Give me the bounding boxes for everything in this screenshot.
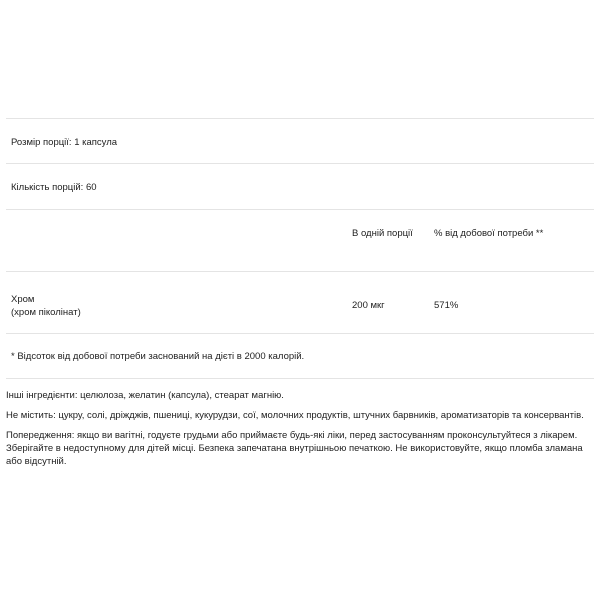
product-notes: [6, 389, 594, 475]
servings-per-container: Кількість порцій: 60: [11, 182, 97, 193]
nutrient-daily-value: 571%: [434, 300, 459, 311]
footnote-row: [6, 333, 594, 379]
table-row: [6, 271, 594, 333]
serving-size-row: [6, 118, 594, 163]
nutrient-amount: 200 мкг: [352, 300, 385, 311]
daily-value-header: % від добової потреби **: [434, 228, 544, 239]
nutrient-name: Хром: [11, 294, 35, 305]
supplement-facts-panel: [6, 118, 594, 379]
servings-per-container-row: [6, 163, 594, 209]
daily-value-footnote: * Відсоток від добової потреби заснований на дієті в 2000 калорій.: [11, 351, 305, 362]
warning-text: Попередження: якщо ви вагітні, годуєте грудьми або приймаєте будь-які ліки, перед застосуванням проконсультуйтеся з лікарем. Зберігайте в недоступному для дітей місці. Безпека запечатана внутрішньою печаткою. Не використовуйте, якщо пломба зламана або відсутній.: [6, 430, 583, 467]
table-header-row: [6, 209, 594, 271]
amount-per-serving-header: В одній порції: [352, 228, 413, 239]
other-ingredients: Інші інгредієнти: целюлоза, желатин (капсула), стеарат магнію.: [6, 390, 284, 401]
free-of-list: Не містить: цукру, солі, дріжджів, пшениці, кукурудзи, сої, молочних продуктів, штучних барвників, ароматизаторів та консервантів.: [6, 410, 584, 421]
nutrient-name-block: [11, 293, 81, 319]
nutrient-form: (хром піколінат): [11, 307, 81, 318]
serving-size: Розмір порції: 1 капсула: [11, 137, 118, 148]
